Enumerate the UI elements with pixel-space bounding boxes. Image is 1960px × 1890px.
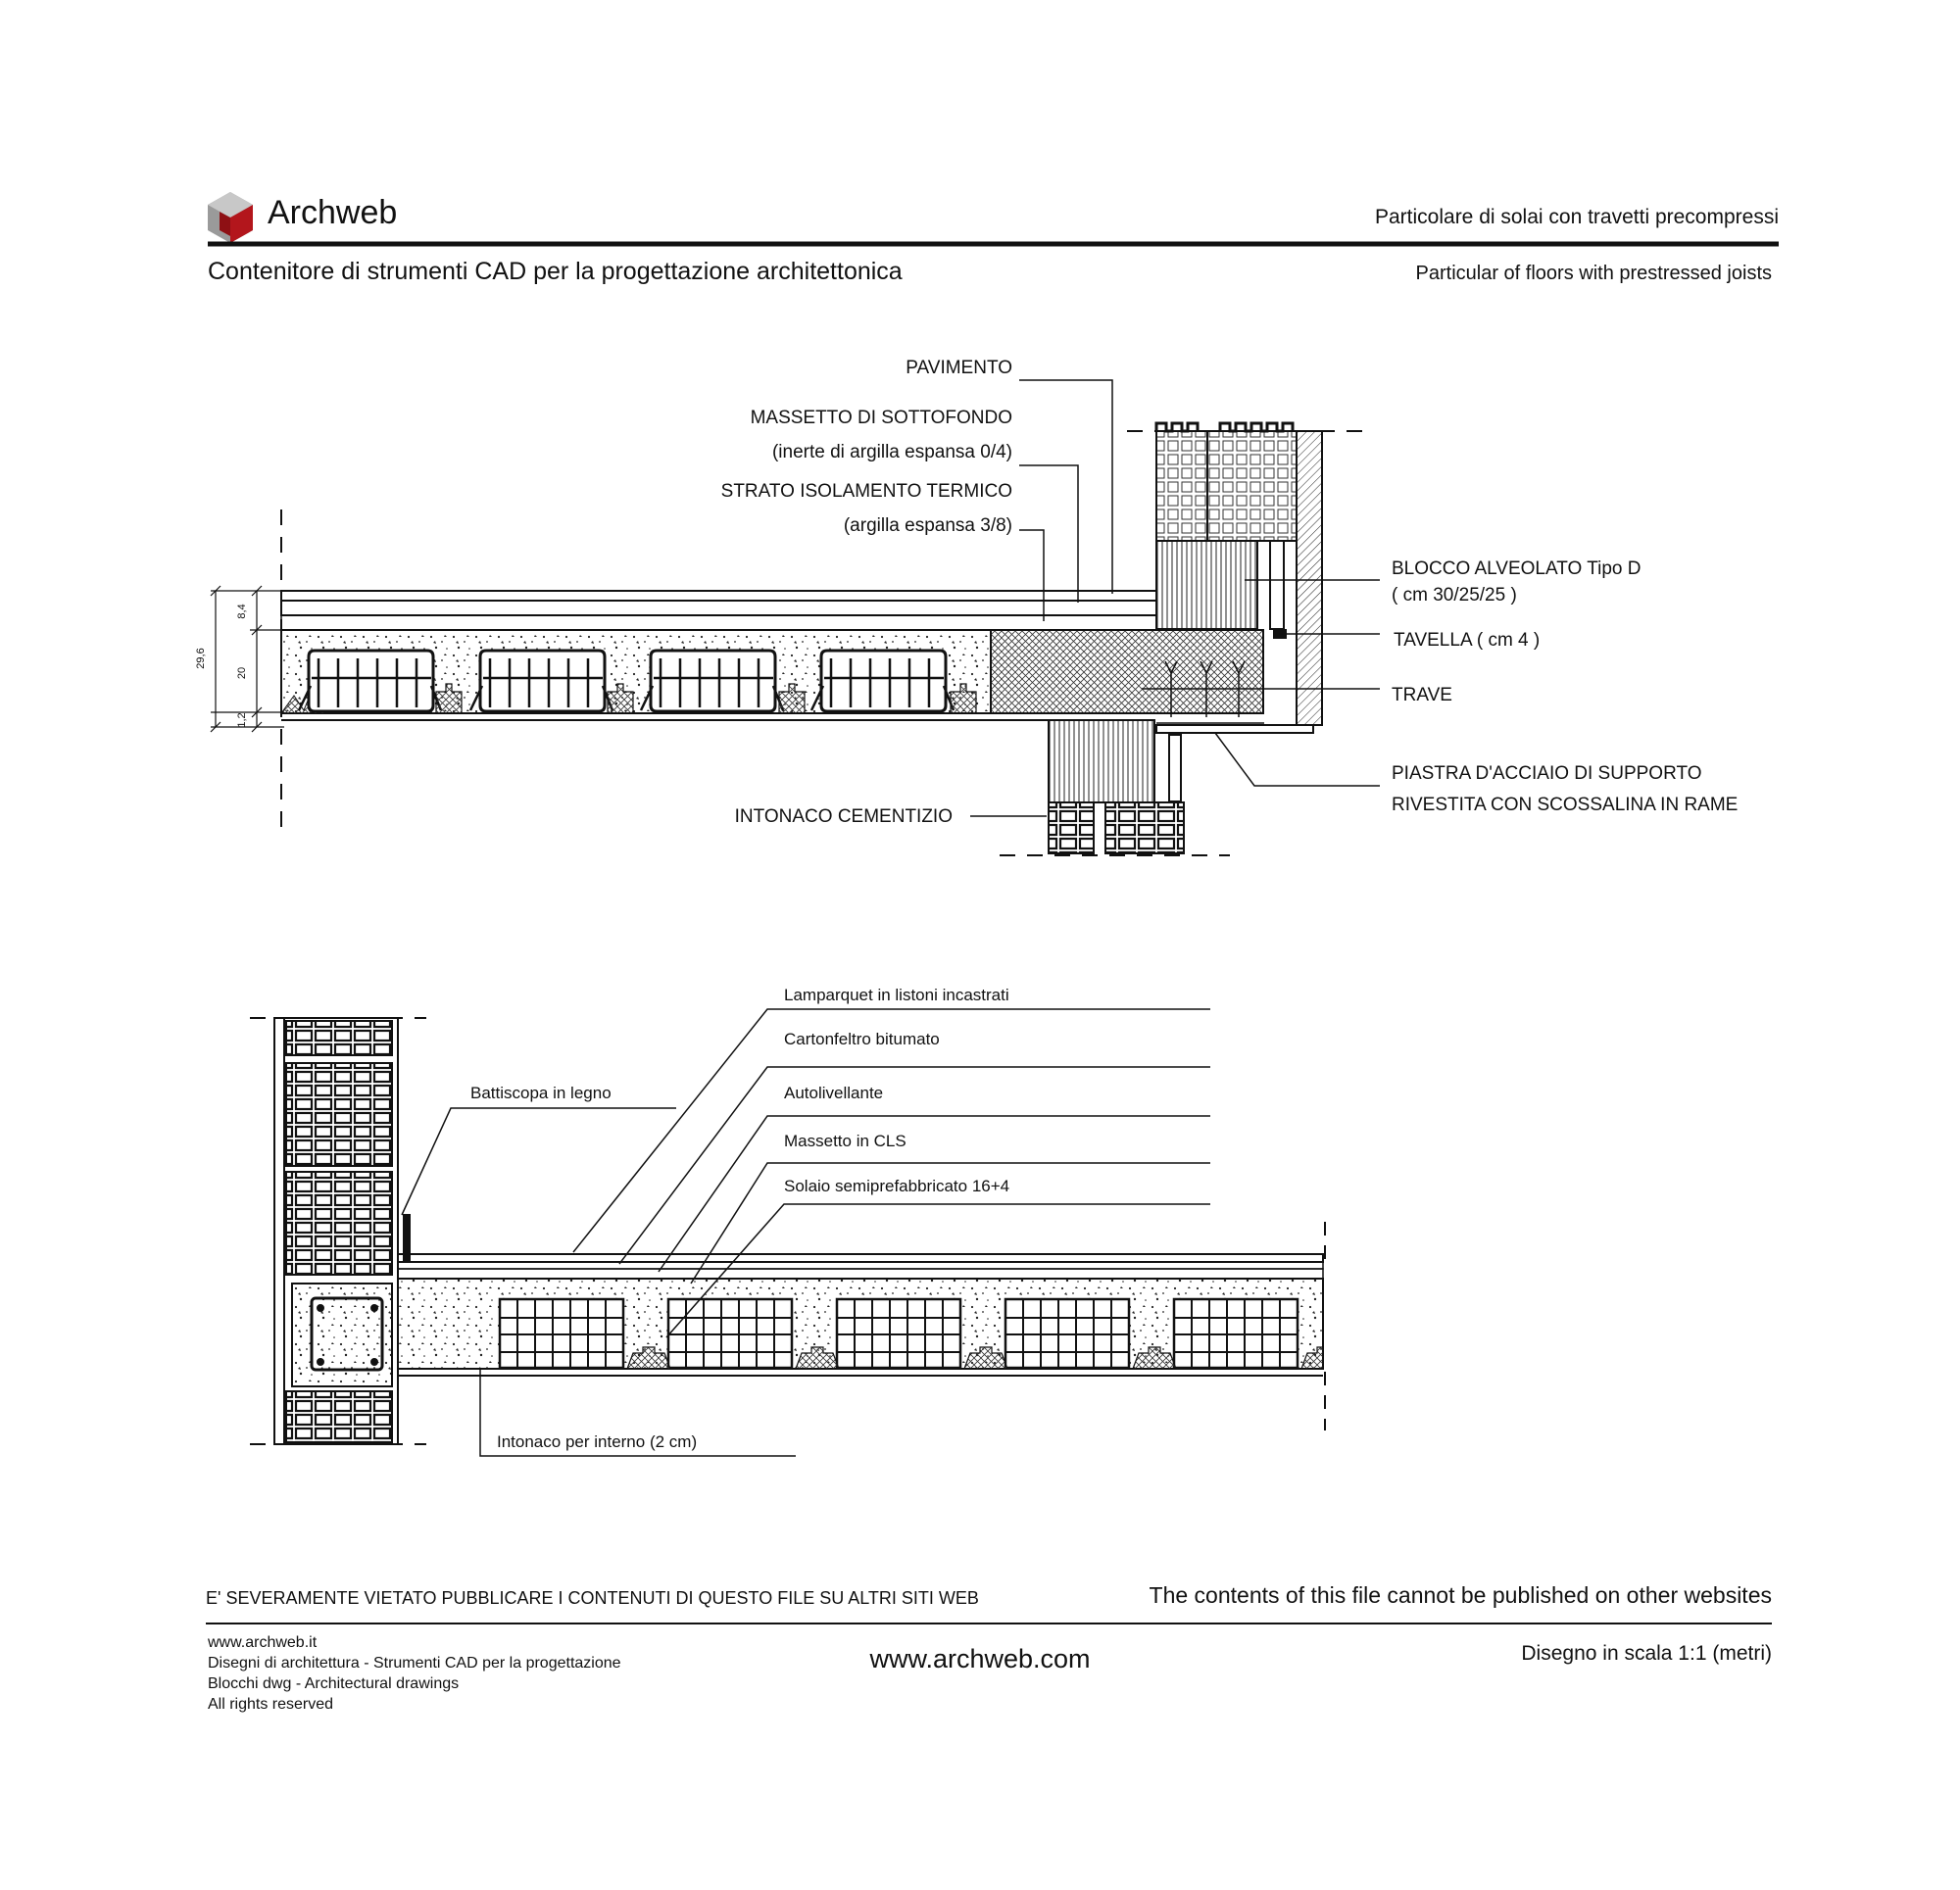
hollow-block — [668, 1299, 792, 1368]
footer-info-line: All rights reserved — [208, 1696, 334, 1713]
hollow-block — [641, 651, 783, 711]
label-solaio: Solaio semiprefabbricato 16+4 — [784, 1177, 1010, 1195]
label-massetto: MASSETTO DI SOTTOFONDO — [750, 408, 1012, 428]
hollow-block — [1005, 1299, 1129, 1368]
hollow-block — [500, 1299, 623, 1368]
dim-lower: 1,2 — [236, 712, 248, 728]
footer-info-line: www.archweb.it — [208, 1634, 318, 1651]
sheet-title-it: Particolare di solai con travetti precompressi — [1374, 206, 1779, 228]
wall-lower — [1000, 720, 1230, 855]
label-trave: TRAVE — [1392, 685, 1452, 705]
label-autolivellante: Autolivellante — [784, 1084, 884, 1102]
bottom-detail-labels — [470, 986, 1009, 1451]
label-battiscopa: Battiscopa in legno — [470, 1084, 612, 1102]
label-tavella: TAVELLA ( cm 4 ) — [1394, 630, 1541, 651]
footer-warning-en: The contents of this file cannot be published on other websites — [1149, 1582, 1772, 1608]
brand-name: Archweb — [268, 194, 398, 231]
hollow-block — [299, 651, 441, 711]
footer-info-line: Blocchi dwg - Architectural drawings — [208, 1675, 460, 1692]
footer-website[interactable]: www.archweb.com — [869, 1644, 1091, 1673]
label-piastra: PIASTRA D'ACCIAIO DI SUPPORTO — [1392, 763, 1702, 784]
sheet-subtitle-it: Contenitore di strumenti CAD per la progettazione architettonica — [208, 258, 903, 285]
label-piastra-note: RIVESTITA CON SCOSSALINA IN RAME — [1392, 795, 1739, 815]
label-blocco-note: ( cm 30/25/25 ) — [1392, 585, 1517, 606]
dim-middle: 20 — [236, 666, 248, 680]
hollow-block — [1174, 1299, 1298, 1368]
label-intonaco-interno: Intonaco per interno (2 cm) — [497, 1432, 698, 1451]
label-lamparquet: Lamparquet in listoni incastrati — [784, 986, 1009, 1004]
hollow-block — [837, 1299, 960, 1368]
top-detail-labels — [195, 358, 1738, 827]
label-pavimento: PAVIMENTO — [906, 358, 1012, 378]
footer-warning-it: E' SEVERAMENTE VIETATO PUBBLICARE I CONTENUTI DI QUESTO FILE SU ALTRI SITI WEB — [206, 1588, 979, 1608]
bottom-detail-section — [250, 1009, 1325, 1456]
label-blocco: BLOCCO ALVEOLATO Tipo D — [1392, 558, 1642, 579]
wall-bottom — [250, 1018, 426, 1444]
label-massetto-cls: Massetto in CLS — [784, 1132, 906, 1150]
label-strato-note: (argilla espansa 3/8) — [843, 515, 1012, 536]
label-intonaco: INTONACO CEMENTIZIO — [734, 806, 953, 827]
label-cartonfeltro: Cartonfeltro bitumato — [784, 1030, 940, 1048]
archweb-logo-icon — [208, 192, 253, 243]
footer-info-line: Disegni di architettura - Strumenti CAD per la progettazione — [208, 1655, 621, 1672]
dim-upper: 8,4 — [236, 604, 248, 619]
label-massetto-note: (inerte di argilla espansa 0/4) — [771, 442, 1012, 462]
leader-lines — [402, 1009, 1210, 1456]
sheet-title-en: Particular of floors with prestressed joists — [1415, 263, 1772, 284]
dim-total: 29,6 — [195, 648, 207, 669]
footer-scale: Disegno in scala 1:1 (metri) — [1521, 1642, 1772, 1665]
label-strato: STRATO ISOLAMENTO TERMICO — [720, 481, 1012, 502]
hollow-block — [470, 651, 612, 711]
hollow-block — [811, 651, 954, 711]
